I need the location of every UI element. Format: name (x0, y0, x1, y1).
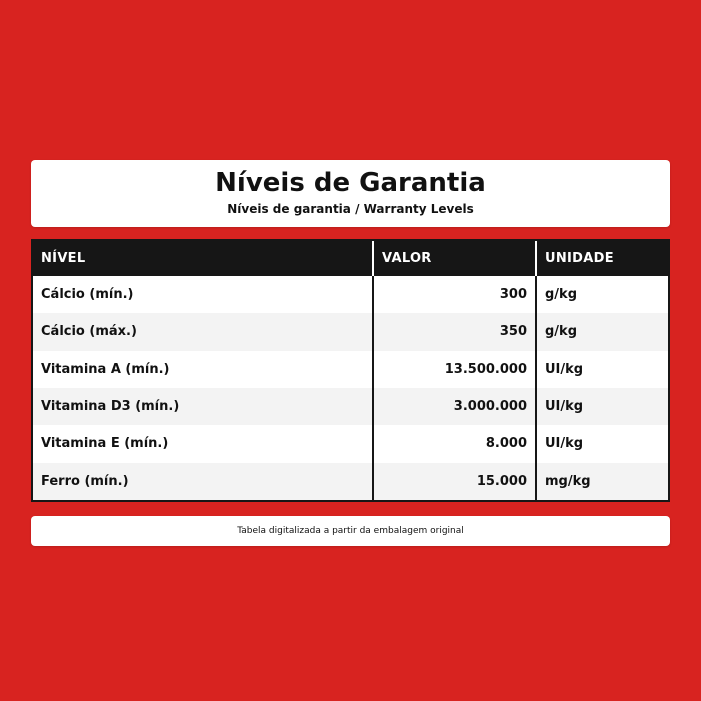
cell-unidade: mg/kg (536, 463, 668, 500)
cell-valor: 3.000.000 (373, 388, 536, 425)
cell-unidade: UI/kg (536, 351, 668, 388)
cell-unidade: UI/kg (536, 388, 668, 425)
table-row (33, 425, 668, 462)
column-header-valor: VALOR (373, 241, 536, 276)
cell-unidade: g/kg (536, 276, 668, 313)
cell-valor: 350 (373, 313, 536, 350)
cell-unidade: UI/kg (536, 425, 668, 462)
cell-valor: 13.500.000 (373, 351, 536, 388)
table-header-row (33, 241, 668, 276)
table-row (33, 351, 668, 388)
table-row (33, 463, 668, 500)
cell-nivel: Cálcio (máx.) (33, 313, 373, 350)
cell-nivel: Vitamina E (mín.) (41, 436, 169, 452)
cell-nivel: Vitamina A (mín.) (41, 361, 170, 377)
cell-valor: 300 (373, 276, 536, 313)
table-row (33, 276, 668, 313)
cell-unidade: g/kg (536, 313, 668, 350)
cell-nivel: Ferro (mín.) (33, 463, 373, 500)
column-header-unidade: UNIDADE (536, 241, 668, 276)
page-title: Níveis de Garantia (215, 168, 486, 198)
footer-note: Tabela digitalizada a partir da embalagem original (237, 526, 464, 536)
table-row (33, 388, 668, 425)
cell-valor: 8.000 (373, 425, 536, 462)
cell-valor: 15.000 (373, 463, 536, 500)
column-header-nivel: NÍVEL (33, 241, 373, 276)
cell-nivel: Vitamina D3 (mín.) (33, 388, 373, 425)
title-card (31, 160, 670, 227)
footer-note-card (31, 516, 670, 546)
page-subtitle: Níveis de garantia / Warranty Levels (227, 202, 474, 216)
guarantee-table (31, 239, 670, 502)
cell-nivel: Cálcio (mín.) (41, 287, 134, 303)
table-row (33, 313, 668, 350)
